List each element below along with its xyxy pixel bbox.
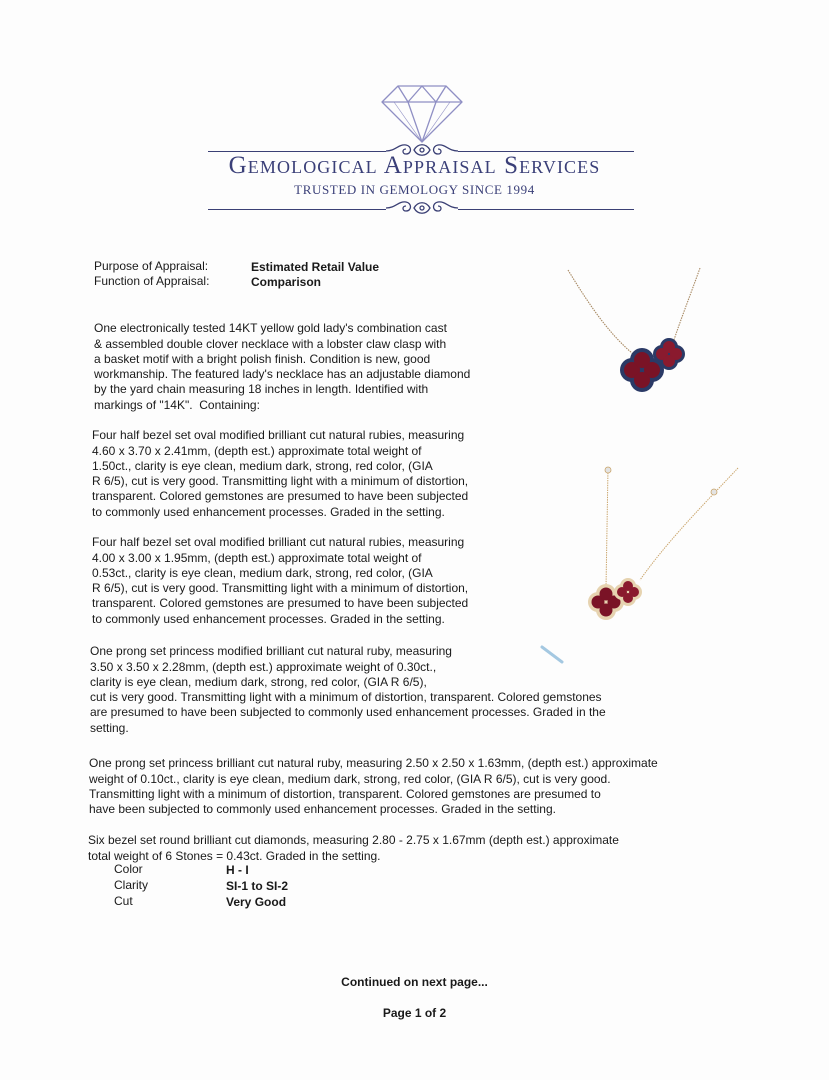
text-line: R 6/5), cut is very good. Transmitting light with a minimum of distortion, [92, 581, 469, 596]
grade-label-cut: Cut [114, 894, 133, 908]
text-line: 4.00 x 3.00 x 1.95mm, (depth est.) approximate total weight of [92, 550, 422, 565]
description-paragraph [94, 306, 470, 428]
text-line: & assembled double clover necklace with a lobster claw clasp with [94, 336, 447, 351]
text-line: a basket motif with a bright polish finish. Condition is new, good [94, 351, 431, 366]
company-name: Gemological Appraisal Services [228, 152, 601, 179]
grade-value-clarity: SI-1 to SI-2 [226, 879, 289, 893]
text-line: Transmitting light with a minimum of distortion, transparent. Colored gemstones are presumed to [89, 786, 601, 801]
company-tagline: TRUSTED IN GEMOLOGY SINCE 1994 [294, 182, 535, 197]
scan-mark-icon [540, 644, 566, 666]
page-number: Page 1 of 2 [382, 1006, 447, 1020]
text-line: 4.60 x 3.70 x 2.41mm, (depth est.) approximate total weight of [92, 443, 422, 458]
text-line: transparent. Colored gemstones are presumed to have been subjected [92, 596, 469, 611]
text-line: to commonly used enhancement processes. Graded in the setting. [92, 611, 445, 626]
text-line: 3.50 x 3.50 x 2.28mm, (depth est.) approximate weight of 0.30ct., [90, 659, 437, 674]
text-line: have been subjected to commonly used enhancement processes. Graded in the setting. [89, 802, 556, 817]
grade-value-color: H - I [226, 863, 249, 877]
text-line: 1.50ct., clarity is eye clean, medium dark, strong, red color, (GIA [92, 458, 433, 473]
text-line: transparent. Colored gemstones are presumed to have been subjected [92, 489, 469, 504]
text-line: weight of 0.10ct., clarity is eye clean, medium dark, strong, red color, (GIA R 6/5), cut is very good. [89, 771, 611, 786]
text-line: markings of "14K". Containing: [94, 397, 260, 412]
text-line: setting. [90, 720, 129, 735]
ruby-princess-1-paragraph [90, 629, 606, 751]
grade-label-clarity: Clarity [114, 878, 149, 892]
necklace-photo-side [578, 460, 743, 630]
text-line: Six bezel set round brilliant cut diamonds, measuring 2.80 - 2.75 x 1.67mm (depth est.) approximate [88, 833, 619, 848]
text-line: by the yard chain measuring 18 inches in length. Identified with [94, 382, 429, 397]
text-line: One prong set princess modified brilliant cut natural ruby, measuring [90, 644, 452, 659]
text-line: One prong set princess brilliant cut natural ruby, measuring 2.50 x 2.50 x 1.63mm, (depth est.) approximate [89, 756, 658, 771]
text-line: Four half bezel set oval modified brilliant cut natural rubies, measuring [92, 428, 465, 443]
letterhead-rule-bottom-right [458, 209, 634, 210]
ruby-set-2-paragraph [92, 520, 468, 642]
text-line: 0.53ct., clarity is eye clean, medium dark, strong, red color, (GIA [92, 565, 433, 580]
continued-note: Continued on next page... [341, 975, 488, 989]
text-line: Four half bezel set oval modified brilliant cut natural rubies, measuring [92, 535, 465, 550]
text-line: are presumed to have been subjected to commonly used enhancement processes. Graded in the [90, 705, 606, 720]
necklace-photo-front [560, 266, 710, 411]
function-value: Comparison [251, 275, 322, 289]
grade-value-cut: Very Good [226, 895, 287, 909]
flourish-bottom-icon [386, 199, 458, 217]
text-line: to commonly used enhancement processes. Graded in the setting. [92, 504, 445, 519]
text-line: workmanship. The featured lady's necklace has an adjustable diamond [94, 367, 471, 382]
text-line: R 6/5), cut is very good. Transmitting light with a minimum of distortion, [92, 474, 469, 489]
letterhead-rule-bottom-left [208, 209, 386, 210]
grade-label-color: Color [114, 862, 143, 876]
text-line: cut is very good. Transmitting light with a minimum of distortion, transparent. Colored gemstones [90, 690, 602, 705]
text-line: One electronically tested 14KT yellow gold lady's combination cast [94, 321, 447, 336]
diamond-paragraph [88, 818, 619, 879]
ruby-set-1-paragraph [92, 413, 468, 535]
diamond-logo-icon [380, 84, 464, 144]
text-line: total weight of 6 Stones = 0.43ct. Graded in the setting. [88, 848, 381, 863]
purpose-value: Estimated Retail Value [251, 260, 380, 274]
text-line: clarity is eye clean, medium dark, strong, red color, (GIA R 6/5), [90, 674, 427, 689]
function-label: Function of Appraisal: [94, 274, 210, 288]
purpose-label: Purpose of Appraisal: [94, 259, 209, 273]
